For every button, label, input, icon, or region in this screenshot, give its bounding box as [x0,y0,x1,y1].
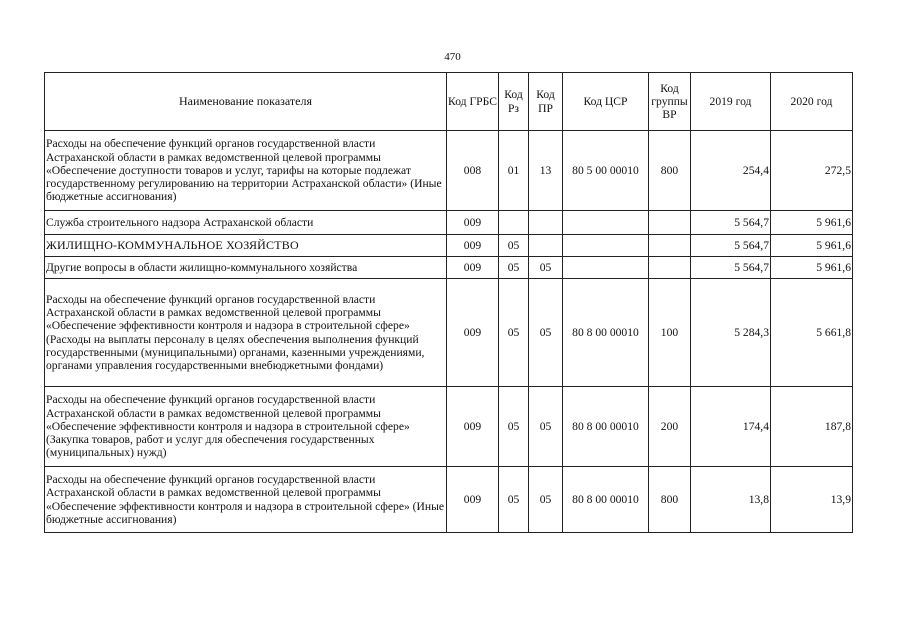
row-2020: 5 961,6 [771,211,853,235]
row-2020: 5 961,6 [771,235,853,257]
row-2019: 5 284,3 [691,279,771,387]
header-name: Наименование показателя [45,73,447,131]
row-name: Расходы на обеспечение функций органов государственной власти Астраханской области в рамках ведомственной целевой программы «Обеспечение эффективности контроля и надзора в строительной сфере» (Иные бюджетные ассигнования) [45,467,447,533]
row-grbs: 009 [447,211,499,235]
row-rz: 05 [499,279,529,387]
row-2019: 5 564,7 [691,235,771,257]
row-csr: 80 5 00 00010 [563,131,649,211]
row-grbs: 009 [447,279,499,387]
row-vr: 800 [649,131,691,211]
header-csr: Код ЦСР [563,73,649,131]
row-pr: 05 [529,279,563,387]
header-2019: 2019 год [691,73,771,131]
header-2020: 2020 год [771,73,853,131]
row-name: Служба строительного надзора Астраханской области [45,211,447,235]
row-2019: 5 564,7 [691,211,771,235]
row-vr [649,211,691,235]
row-2019: 5 564,7 [691,257,771,279]
row-rz: 05 [499,387,529,467]
row-name: Расходы на обеспечение функций органов государственной власти Астраханской области в рамках ведомственной целевой программы «Обеспечение эффективности контроля и надзора в строительной сфере» (Закупка товаров, работ и услуг для обеспечения государственных (муниципальных) нужд) [45,387,447,467]
row-name: Расходы на обеспечение функций органов государственной власти Астраханской области в рамках ведомственной целевой программы «Обеспечение доступности товаров и услуг, тарифы на которые подлежат государственному регулированию на территории Астраханской области» (Иные бюджетные ассигнования) [45,131,447,211]
table-row [45,235,853,257]
row-vr: 800 [649,467,691,533]
row-pr [529,211,563,235]
row-csr [563,235,649,257]
row-name: ЖИЛИЩНО-КОММУНАЛЬНОЕ ХОЗЯЙСТВО [45,235,447,257]
row-grbs: 009 [447,467,499,533]
row-csr [563,211,649,235]
row-pr: 05 [529,257,563,279]
row-csr: 80 8 00 00010 [563,467,649,533]
row-pr: 05 [529,467,563,533]
row-2020: 13,9 [771,467,853,533]
row-grbs: 009 [447,387,499,467]
row-2019: 174,4 [691,387,771,467]
row-2019: 13,8 [691,467,771,533]
table-row [45,467,853,533]
row-2019: 254,4 [691,131,771,211]
row-2020: 187,8 [771,387,853,467]
budget-table [44,72,853,533]
row-vr [649,235,691,257]
row-rz: 05 [499,257,529,279]
table-row [45,279,853,387]
row-pr [529,235,563,257]
row-grbs: 009 [447,235,499,257]
row-name: Расходы на обеспечение функций органов государственной власти Астраханской области в рамках ведомственной целевой программы «Обеспечение эффективности контроля и надзора в строительной сфере» (Расходы на выплаты персоналу в целях обеспечения выполнения функций государственными (муниципальными) органами, казенными учреждениями, органами управления государственными внебюджетными фондами) [45,279,447,387]
row-rz [499,211,529,235]
row-name: Другие вопросы в области жилищно-коммунального хозяйства [45,257,447,279]
row-vr: 200 [649,387,691,467]
header-grbs: Код ГРБС [447,73,499,131]
row-rz: 01 [499,131,529,211]
header-rz: Код Рз [499,73,529,131]
table-row [45,257,853,279]
table-header-row [45,73,853,131]
row-2020: 5 961,6 [771,257,853,279]
row-rz: 05 [499,235,529,257]
table-row [45,387,853,467]
row-pr: 13 [529,131,563,211]
page-number: 470 [444,51,461,63]
table-row [45,211,853,235]
header-vr: Код группы ВР [649,73,691,131]
row-pr: 05 [529,387,563,467]
row-grbs: 009 [447,257,499,279]
row-csr: 80 8 00 00010 [563,387,649,467]
header-pr: Код ПР [529,73,563,131]
row-vr [649,257,691,279]
row-csr [563,257,649,279]
row-grbs: 008 [447,131,499,211]
row-csr: 80 8 00 00010 [563,279,649,387]
row-rz: 05 [499,467,529,533]
row-vr: 100 [649,279,691,387]
table-row [45,131,853,211]
row-2020: 272,5 [771,131,853,211]
row-2020: 5 661,8 [771,279,853,387]
